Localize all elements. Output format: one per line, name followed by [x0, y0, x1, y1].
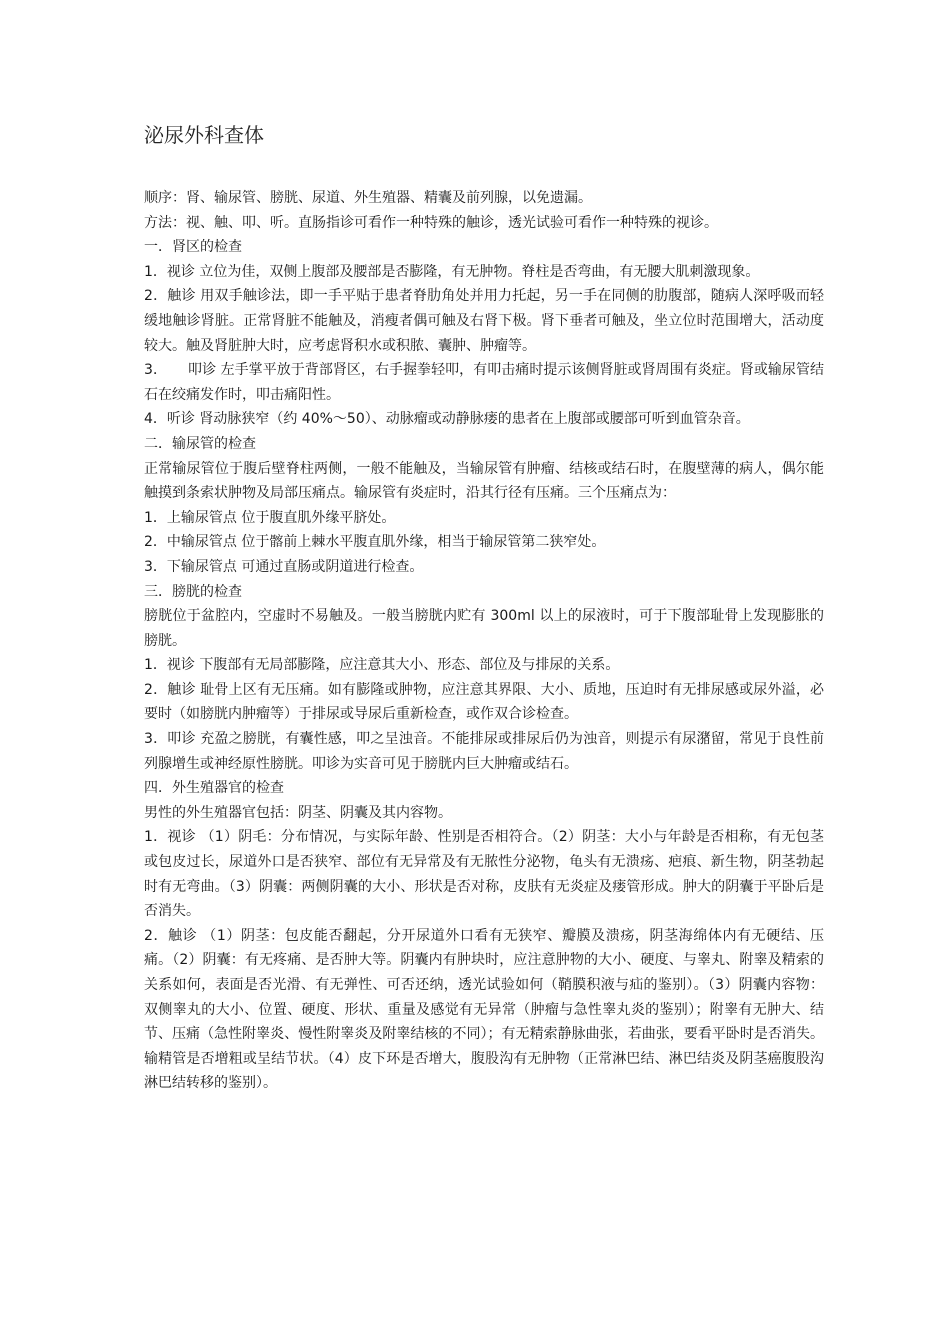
document-body [144, 186, 824, 1096]
paragraph-genitalia-inspection: 1．视诊 （1）阴毛：分布情况，与实际年龄、性别是否相符合。（2）阴茎：大小与年龄是否相称，有无包茎或包皮过长，尿道外口是否狭窄、部位有无异常及有无脓性分泌物，龟头有无溃疡、疤痕、新生物，阴茎勃起时有无弯曲。（3）阴囊：两侧阴囊的大小、形状是否对称，皮肤有无炎症及瘘管形成。肿大的阴囊于平卧后是否消失。 [144, 829, 824, 920]
paragraph-genitalia-palpation: 2．触诊 （1）阴茎：包皮能否翻起，分开尿道外口看有无狭窄、瓣膜及溃疡，阴茎海绵体内有无硬结、压痛。（2）阴囊：有无疼痛、是否肿大等。阴囊内有肿块时，应注意肿物的大小、硬度、与睾丸、附睾及精索的关系如何，表面是否光滑、有无弹性、可否还纳，透光试验如何（鞘膜积液与疝的鉴别）。（3）阴囊内容物：双侧睾丸的大小、位置、硬度、形状、重量及感觉有无异常（肿瘤与急性睾丸炎的鉴别）；附睾有无肿大、结节、压痛（急性附睾炎、慢性附睾炎及附睾结核的不同）；有无精索静脉曲张，若曲张，要看平卧时是否消失。输精管是否增粗或呈结节状。（4）皮下环是否增大，腹股沟有无肿物（正常淋巴结、淋巴结炎及阴茎癌腹股沟淋巴结转移的鉴别）。 [144, 927, 824, 1092]
paragraph-order: 顺序：肾、输尿管、膀胱、尿道、外生殖器、精囊及前列腺，以免遗漏。 [144, 190, 592, 206]
paragraph-kidney-auscultation: 4．听诊 肾动脉狭窄（约 40%～50）、动脉瘤或动静脉瘘的患者在上腹部或腰部可听到血管杂音。 [144, 411, 750, 428]
document-title: 泌尿外科查体 [144, 123, 264, 147]
paragraph-ureter-point-2: 2．中输尿管点 位于髂前上棘水平腹直肌外缘，相当于输尿管第二狭窄处。 [144, 534, 606, 551]
paragraph-bladder-palpation: 2．触诊 耻骨上区有无压痛。如有膨隆或肿物，应注意其界限、大小、质地，压迫时有无排尿感或尿外溢，必要时（如膀胱内肿瘤等）于排尿或导尿后重新检查，或作双合诊检查。 [144, 681, 824, 723]
paragraph-kidney-percussion: 3． 叩诊 左手掌平放于背部肾区，右手握拳轻叩，有叩击痛时提示该侧肾脏或肾周围有炎症。肾或输尿管结石在绞痛发作时，叩击痛阳性。 [144, 362, 824, 403]
paragraph-ureter-point-1: 1．上输尿管点 位于腹直肌外缘平脐处。 [144, 509, 396, 526]
section-heading-bladder: 三．膀胱的检查 [144, 583, 242, 600]
paragraph-bladder-inspection: 1．视诊 下腹部有无局部膨隆，应注意其大小、形态、部位及与排尿的关系。 [144, 657, 620, 674]
paragraph-ureter-point-3: 3．下输尿管点 可通过直肠或阴道进行检查。 [144, 558, 424, 575]
paragraph-method: 方法：视、触、叩、听。直肠指诊可看作一种特殊的触诊，透光试验可看作一种特殊的视诊。 [144, 214, 718, 231]
paragraph-genitalia-intro: 男性的外生殖器官包括：阴茎、阴囊及其内容物。 [144, 804, 452, 821]
paragraph-ureter-intro: 正常输尿管位于腹后壁脊柱两侧，一般不能触及，当输尿管有肿瘤、结核或结石时，在腹壁薄的病人，偶尔能触摸到条索状肿物及局部压痛点。输尿管有炎症时，沿其行径有压痛。三个压痛点为： [144, 460, 824, 502]
paragraph-bladder-intro: 膀胱位于盆腔内，空虚时不易触及。一般当膀胱内贮有 300ml 以上的尿液时，可于下腹部耻骨上发现膨胀的膀胱。 [144, 608, 824, 649]
section-heading-genitalia: 四．外生殖器官的检查 [144, 780, 284, 797]
section-heading-ureter: 二．输尿管的检查 [144, 435, 256, 452]
paragraph-kidney-palpation: 2．触诊 用双手触诊法，即一手平贴于患者脊肋角处并用力托起，另一手在同侧的肋腹部，随病人深呼吸而轻缓地触诊肾脏。正常肾脏不能触及，消瘦者偶可触及右肾下极。肾下垂者可触及，坐立位时范围增大，活动度较大。触及肾脏肿大时，应考虑肾积水或积脓、囊肿、肿瘤等。 [144, 288, 824, 354]
paragraph-bladder-percussion: 3．叩诊 充盈之膀胱，有囊性感，叩之呈浊音。不能排尿或排尿后仍为浊音，则提示有尿潴留，常见于良性前列腺增生或神经原性膀胱。叩诊为实音可见于膀胱内巨大肿瘤或结石。 [144, 731, 824, 772]
paragraph-kidney-inspection: 1．视诊 立位为佳，双侧上腹部及腰部是否膨隆，有无肿物。脊柱是否弯曲，有无腰大肌刺激现象。 [144, 263, 760, 280]
section-heading-kidney: 一．肾区的检查 [144, 239, 242, 256]
